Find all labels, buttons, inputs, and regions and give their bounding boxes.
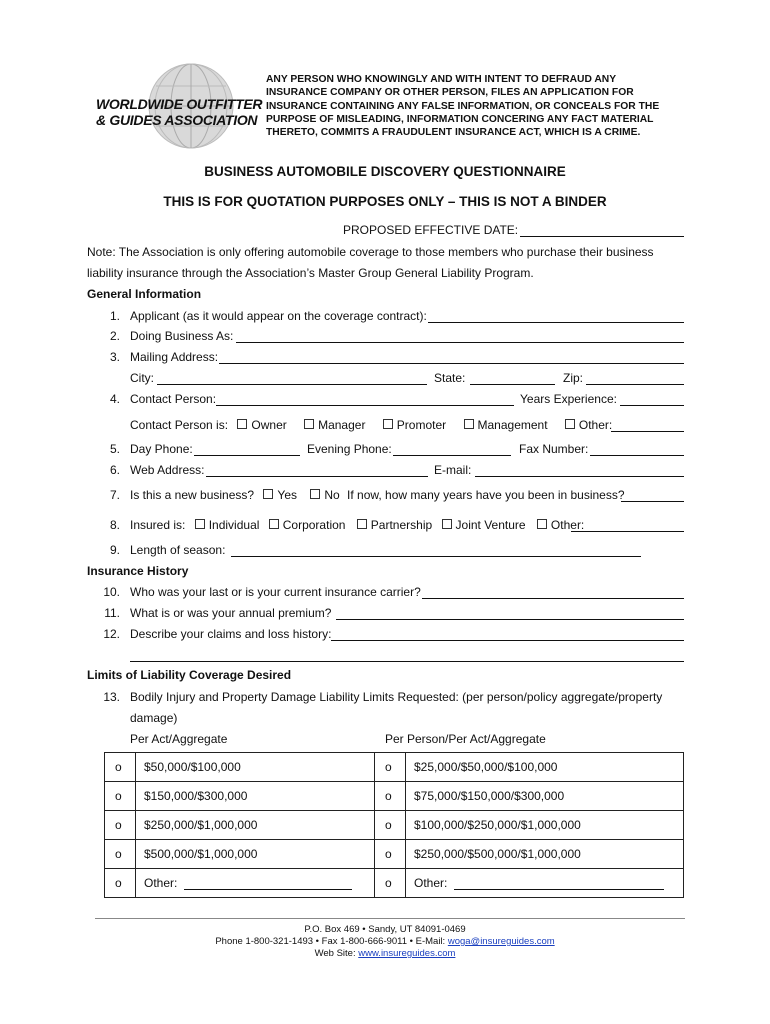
option-marker[interactable]: o xyxy=(375,840,406,869)
footer xyxy=(0,924,770,960)
evening-phone-field[interactable] xyxy=(393,455,511,456)
state-field[interactable] xyxy=(470,384,555,385)
individual-checkbox[interactable] xyxy=(195,519,205,529)
option-marker[interactable]: o xyxy=(105,811,136,840)
partnership-checkbox[interactable] xyxy=(357,519,367,529)
q7b-label: If now, how many years have you been in business? xyxy=(347,488,625,502)
new-business-no-checkbox[interactable] xyxy=(310,489,320,499)
option-marker[interactable]: o xyxy=(375,869,406,898)
option-marker[interactable]: o xyxy=(105,869,136,898)
limit-option: $500,000/$1,000,000 xyxy=(136,840,375,869)
option-marker[interactable]: o xyxy=(105,753,136,782)
limit-option: $250,000/$1,000,000 xyxy=(136,811,375,840)
logo-line-1: WORLDWIDE OUTFITTER xyxy=(96,96,263,112)
limit-option: $25,000/$50,000/$100,000 xyxy=(406,753,684,782)
dba-field[interactable] xyxy=(236,342,684,343)
limit-option: $100,000/$250,000/$1,000,000 xyxy=(406,811,684,840)
fraud-warning xyxy=(266,73,696,139)
association-logo xyxy=(96,62,266,150)
q4-number: 4. xyxy=(109,392,120,406)
q9-number: 9. xyxy=(109,543,120,557)
corporation-checkbox[interactable] xyxy=(269,519,279,529)
no-label: No xyxy=(324,488,340,502)
day-phone-field[interactable] xyxy=(194,455,300,456)
q12-number: 12. xyxy=(103,627,120,641)
option-marker[interactable]: o xyxy=(105,782,136,811)
q1-number: 1. xyxy=(109,309,120,323)
years-experience-field[interactable] xyxy=(620,405,684,406)
years-in-business-field[interactable] xyxy=(621,501,684,502)
q8-row xyxy=(130,518,584,532)
effective-date-label: PROPOSED EFFECTIVE DATE: xyxy=(343,223,519,237)
limit-option: $75,000/$150,000/$300,000 xyxy=(406,782,684,811)
q7-label: Is this a new business? xyxy=(130,488,255,502)
q2-label: Doing Business As: xyxy=(130,329,234,343)
q3-label: Mailing Address: xyxy=(130,350,219,364)
footer-address: P.O. Box 469 • Sandy, UT 84091-0469 xyxy=(304,924,466,935)
limit-option: $250,000/$500,000/$1,000,000 xyxy=(406,840,684,869)
footer-divider xyxy=(95,918,685,919)
table-row xyxy=(105,782,684,811)
claims-history-field-2[interactable] xyxy=(130,661,684,662)
q10-label: Who was your last or is your current insurance carrier? xyxy=(130,585,421,599)
q11-number: 11. xyxy=(104,606,120,620)
manager-label: Manager xyxy=(318,418,366,432)
insurance-carrier-field[interactable] xyxy=(422,598,684,599)
fax-label: Fax Number: xyxy=(519,442,589,456)
claims-history-field[interactable] xyxy=(331,640,684,641)
q8-label: Insured is: xyxy=(130,518,186,532)
limit-other-cell xyxy=(406,869,684,898)
warning-line: THERETO, COMMITS A FRAUDULENT INSURANCE ACT, WHICH IS A CRIME. xyxy=(266,127,641,139)
q5-label: Day Phone: xyxy=(130,442,193,456)
q13-label: Bodily Injury and Property Damage Liability Limits Requested: (per person/policy aggregate/property xyxy=(130,690,663,704)
q13-label-cont: damage) xyxy=(130,711,178,725)
option-marker[interactable]: o xyxy=(105,840,136,869)
footer-web xyxy=(0,948,770,960)
effective-date-field[interactable] xyxy=(520,236,684,237)
management-checkbox[interactable] xyxy=(464,419,474,429)
footer-web-label: Web Site: xyxy=(314,948,359,959)
form-subtitle: THIS IS FOR QUOTATION PURPOSES ONLY – THIS IS NOT A BINDER xyxy=(163,194,607,209)
city-label: City: xyxy=(130,371,154,385)
per-act-aggregate-header: Per Act/Aggregate xyxy=(130,732,228,746)
note-line-2: liability insurance through the Association’s Master Group General Liability Program. xyxy=(87,266,534,280)
table-row xyxy=(105,869,684,898)
q7-row xyxy=(130,488,625,502)
warning-line: INSURANCE COMPANY OR OTHER PERSON, FILES AN APPLICATION FOR xyxy=(266,87,634,99)
footer-email-link[interactable]: woga@insureguides.com xyxy=(447,936,555,947)
q9-label: Length of season: xyxy=(130,543,226,557)
table-row xyxy=(105,811,684,840)
season-length-field[interactable] xyxy=(231,556,641,557)
q13-number: 13. xyxy=(103,690,120,704)
q6-label: Web Address: xyxy=(130,463,205,477)
contact-role-row xyxy=(130,418,612,432)
q5-number: 5. xyxy=(109,442,120,456)
applicant-field[interactable] xyxy=(428,322,684,323)
owner-label: Owner xyxy=(251,418,287,432)
q12-label: Describe your claims and loss history: xyxy=(130,627,332,641)
limit-other-field[interactable] xyxy=(184,889,352,890)
new-business-yes-checkbox[interactable] xyxy=(263,489,273,499)
other-entity-label: Other: xyxy=(550,518,585,532)
management-label: Management xyxy=(477,418,548,432)
joint-venture-label: Joint Venture xyxy=(455,518,526,532)
q6-number: 6. xyxy=(109,463,120,477)
zip-label: Zip: xyxy=(563,371,584,385)
warning-line: PURPOSE OF MISLEADING, INFORMATION CONCERING ANY FACT MATERIAL xyxy=(266,113,654,125)
other-entity-checkbox[interactable] xyxy=(537,519,547,529)
owner-checkbox[interactable] xyxy=(237,419,247,429)
footer-phone: Phone 1-800-321-1493 • Fax 1-800-666-9011 • E-Mail: xyxy=(215,936,448,947)
individual-label: Individual xyxy=(208,518,260,532)
manager-checkbox[interactable] xyxy=(304,419,314,429)
partnership-label: Partnership xyxy=(370,518,433,532)
insurance-history-heading: Insurance History xyxy=(87,564,189,578)
per-person-header: Per Person/Per Act/Aggregate xyxy=(385,732,546,746)
promoter-checkbox[interactable] xyxy=(383,419,393,429)
mailing-address-field[interactable] xyxy=(219,363,684,364)
corporation-label: Corporation xyxy=(282,518,346,532)
email-label: E-mail: xyxy=(434,463,472,477)
limit-other-field[interactable] xyxy=(454,889,664,890)
warning-line: ANY PERSON WHO KNOWINGLY AND WITH INTENT TO DEFRAUD ANY xyxy=(266,74,617,85)
footer-web-link[interactable]: www.insureguides.com xyxy=(358,948,456,959)
q3-number: 3. xyxy=(109,350,120,364)
other-entity-field[interactable] xyxy=(571,531,684,532)
email-field[interactable] xyxy=(475,476,684,477)
other-role-field[interactable] xyxy=(611,431,684,432)
q7-number: 7. xyxy=(109,488,120,502)
limit-other-cell xyxy=(136,869,375,898)
option-marker[interactable]: o xyxy=(375,811,406,840)
limit-option: $50,000/$100,000 xyxy=(136,753,375,782)
contact-is-label: Contact Person is: xyxy=(130,418,229,432)
other-role-checkbox[interactable] xyxy=(565,419,575,429)
q11-label: What is or was your annual premium? xyxy=(130,606,332,620)
footer-contact xyxy=(0,936,770,948)
limit-option: $150,000/$300,000 xyxy=(136,782,375,811)
years-experience-label: Years Experience: xyxy=(520,392,617,406)
city-field[interactable] xyxy=(157,384,427,385)
limits-table xyxy=(104,752,684,898)
fax-field[interactable] xyxy=(590,455,684,456)
table-row xyxy=(105,840,684,869)
zip-field[interactable] xyxy=(586,384,684,385)
promoter-label: Promoter xyxy=(396,418,447,432)
limit-other-label: Other: xyxy=(144,876,178,890)
yes-label: Yes xyxy=(277,488,297,502)
contact-person-field[interactable] xyxy=(216,405,514,406)
web-address-field[interactable] xyxy=(206,476,428,477)
q4-label: Contact Person: xyxy=(130,392,217,406)
state-label: State: xyxy=(434,371,466,385)
q1-label: Applicant (as it would appear on the coverage contract): xyxy=(130,309,427,323)
evening-phone-label: Evening Phone: xyxy=(307,442,392,456)
limits-heading: Limits of Liability Coverage Desired xyxy=(87,668,292,682)
general-info-heading: General Information xyxy=(87,287,202,301)
option-marker[interactable]: o xyxy=(375,753,406,782)
annual-premium-field[interactable] xyxy=(336,619,684,620)
joint-venture-checkbox[interactable] xyxy=(442,519,452,529)
q8-number: 8. xyxy=(109,518,120,532)
q2-number: 2. xyxy=(109,329,120,343)
option-marker[interactable]: o xyxy=(375,782,406,811)
logo-line-2: & GUIDES ASSOCIATION xyxy=(96,112,258,128)
other-role-label: Other: xyxy=(578,418,613,432)
table-row xyxy=(105,753,684,782)
q10-number: 10. xyxy=(103,585,120,599)
form-title: BUSINESS AUTOMOBILE DISCOVERY QUESTIONNAIRE xyxy=(204,164,566,179)
note-line-1: Note: The Association is only offering automobile coverage to those members who purchase their business xyxy=(87,245,654,259)
warning-line: INSURANCE CONTAINING ANY FALSE INFORMATION, OR CONCEALS FOR THE xyxy=(266,100,660,112)
limit-other-label: Other: xyxy=(414,876,448,890)
